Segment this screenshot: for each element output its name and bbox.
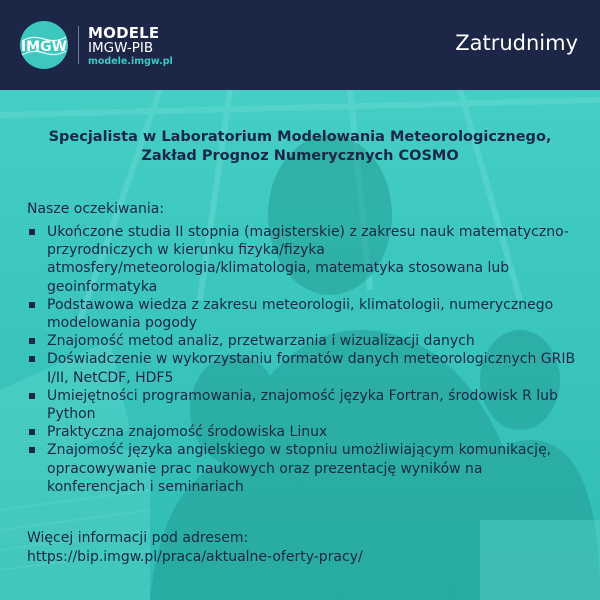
header-bar bbox=[0, 0, 600, 90]
requirement-item: Znajomość metod analiz, przetwarzania i wizualizacji danych bbox=[27, 332, 582, 350]
more-info-section bbox=[27, 529, 363, 567]
requirement-item: Ukończone studia II stopnia (magisterskie) z zakresu nauk matematyczno-przyrodniczych w kierunku fizyka/fizyka atmosfery/meteorologia/klimatologia, matematyka stosowana lub geoinformatyka bbox=[27, 223, 582, 296]
logo-divider bbox=[78, 26, 79, 64]
requirement-item: Podstawowa wiedza z zakresu meteorologii, klimatologii, numerycznego modelowania pogody bbox=[27, 296, 582, 332]
logo-lettering: IMGW bbox=[20, 39, 68, 55]
page-heading: Zatrudnimy bbox=[455, 31, 578, 55]
jobs-url-link[interactable]: https://bip.imgw.pl/praca/aktualne-oferty-pracy/ bbox=[27, 549, 363, 565]
job-title bbox=[40, 128, 560, 166]
requirements-heading: Nasze oczekiwania: bbox=[27, 201, 165, 217]
imgw-logo-icon bbox=[20, 21, 68, 69]
main-content bbox=[0, 90, 600, 600]
job-title-line-1: Specjalista w Laboratorium Modelowania Meteorologicznego, bbox=[48, 129, 552, 145]
job-title-line-2: Zakład Prognoz Numerycznych COSMO bbox=[141, 148, 459, 164]
more-info-label: Więcej informacji pod adresem: bbox=[27, 530, 249, 546]
logo-title: MODELE bbox=[88, 24, 160, 42]
requirements-list bbox=[27, 223, 582, 496]
requirement-item: Praktyczna znajomość środowiska Linux bbox=[27, 423, 582, 441]
logo-subtitle: IMGW-PIB bbox=[88, 40, 154, 56]
requirement-item: Doświadczenie w wykorzystaniu formatów danych meteorologicznych GRIB I/II, NetCDF, HDF5 bbox=[27, 350, 582, 386]
logo-url-link[interactable]: modele.imgw.pl bbox=[88, 56, 173, 67]
requirement-item: Znajomość języka angielskiego w stopniu umożliwiającym komunikację, opracowywanie prac naukowych oraz prezentację wyników na konferencjach i seminariach bbox=[27, 441, 582, 496]
requirement-item: Umiejętności programowania, znajomość języka Fortran, środowisk R lub Python bbox=[27, 387, 582, 423]
